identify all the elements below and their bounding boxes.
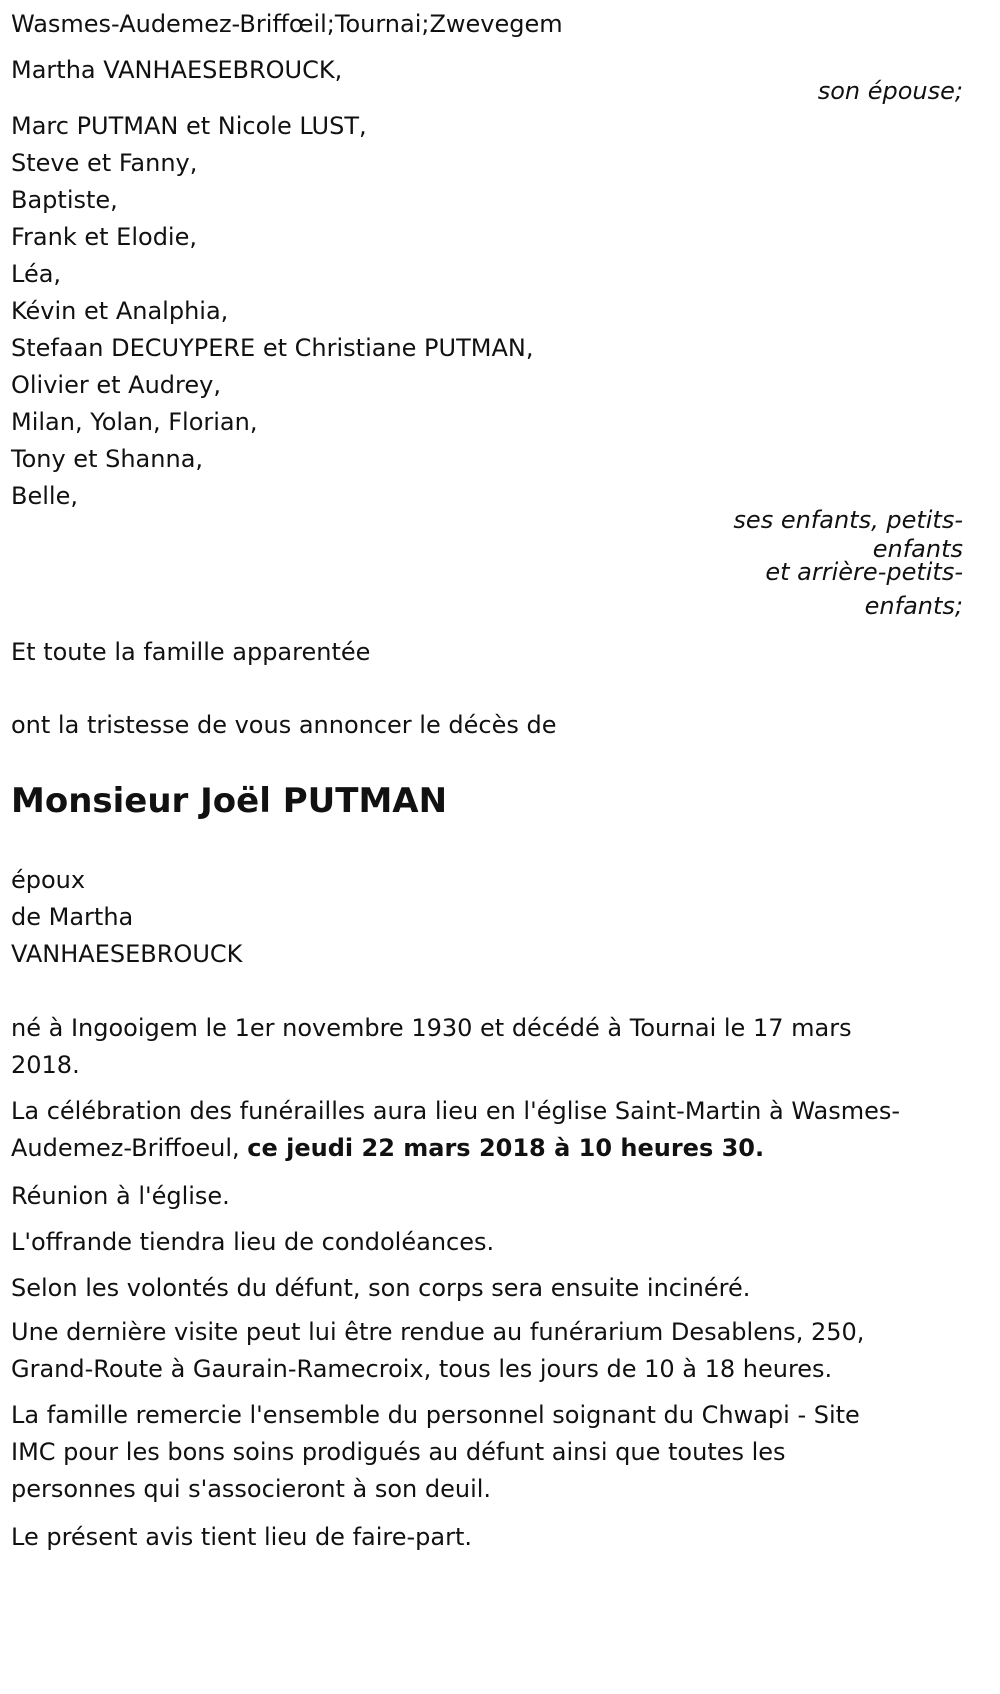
meeting-info: Réunion à l'église. (11, 1182, 230, 1210)
family-name: Kévin et Analphia, (11, 297, 229, 325)
relation-line: de Martha (11, 903, 134, 931)
deceased-name: Monsieur Joël PUTMAN (11, 781, 448, 821)
extended-family: Et toute la famille apparentée (11, 638, 371, 666)
deceased-relation (11, 862, 986, 973)
locations-header: Wasmes-Audemez-Briffœil;Tournai;Zwevegem (11, 10, 563, 38)
spouse-role (11, 72, 986, 110)
family-name: Belle, (11, 482, 78, 510)
family-name: Tony et Shanna, (11, 445, 204, 473)
funeral-info (11, 1093, 911, 1167)
announcement: ont la tristesse de vous annoncer le décès de (11, 711, 557, 739)
offering-info: L'offrande tiendra lieu de condoléances. (11, 1228, 495, 1256)
funeral-text: La célébration des funérailles aura lieu en l'église Saint-Martin à Wasmes-Audemez-Briffoeul, (11, 1097, 901, 1162)
visit-info: Une dernière visite peut lui être rendue au funérarium Desablens, 250, Grand-Route à Gaurain-Ramecroix, tous les jours de 10 à 18 heures. (11, 1318, 865, 1383)
family-name: Frank et Elodie, (11, 223, 197, 251)
thanks-info: La famille remercie l'ensemble du personnel soignant du Chwapi - Site IMC pour les bons soins prodigués au défunt ainsi que toutes les personnes qui s'associeront à son deuil. (11, 1401, 860, 1503)
relation-line: époux (11, 866, 86, 894)
family-name: Marc PUTMAN et Nicole LUST, (11, 112, 367, 140)
family-role-line: et arrière-petits- (765, 558, 963, 586)
family-list (11, 108, 986, 515)
family-name: Steve et Fanny, (11, 149, 198, 177)
family-name: Milan, Yolan, Florian, (11, 408, 258, 436)
funeral-date: ce jeudi 22 mars 2018 à 10 heures 30. (247, 1134, 765, 1162)
notice-info: Le présent avis tient lieu de faire-part. (11, 1523, 473, 1551)
family-name: Baptiste, (11, 186, 118, 214)
family-role-line: ses enfants, petits- (733, 506, 963, 534)
family-role-line: enfants; (864, 592, 963, 620)
cremation-info: Selon les volontés du défunt, son corps sera ensuite incinéré. (11, 1274, 751, 1302)
family-name: Stefaan DECUYPERE et Christiane PUTMAN, (11, 334, 534, 362)
family-role-line: enfants (872, 535, 963, 563)
family-name: Olivier et Audrey, (11, 371, 221, 399)
family-name: Léa, (11, 260, 62, 288)
family-role (11, 502, 986, 628)
spouse-role-text: son épouse; (817, 77, 963, 105)
spouse-name: Martha VANHAESEBROUCK, (11, 56, 343, 84)
birth-death-info: né à Ingooigem le 1er novembre 1930 et décédé à Tournai le 17 mars 2018. (11, 1014, 852, 1079)
relation-line: VANHAESEBROUCK (11, 940, 243, 968)
